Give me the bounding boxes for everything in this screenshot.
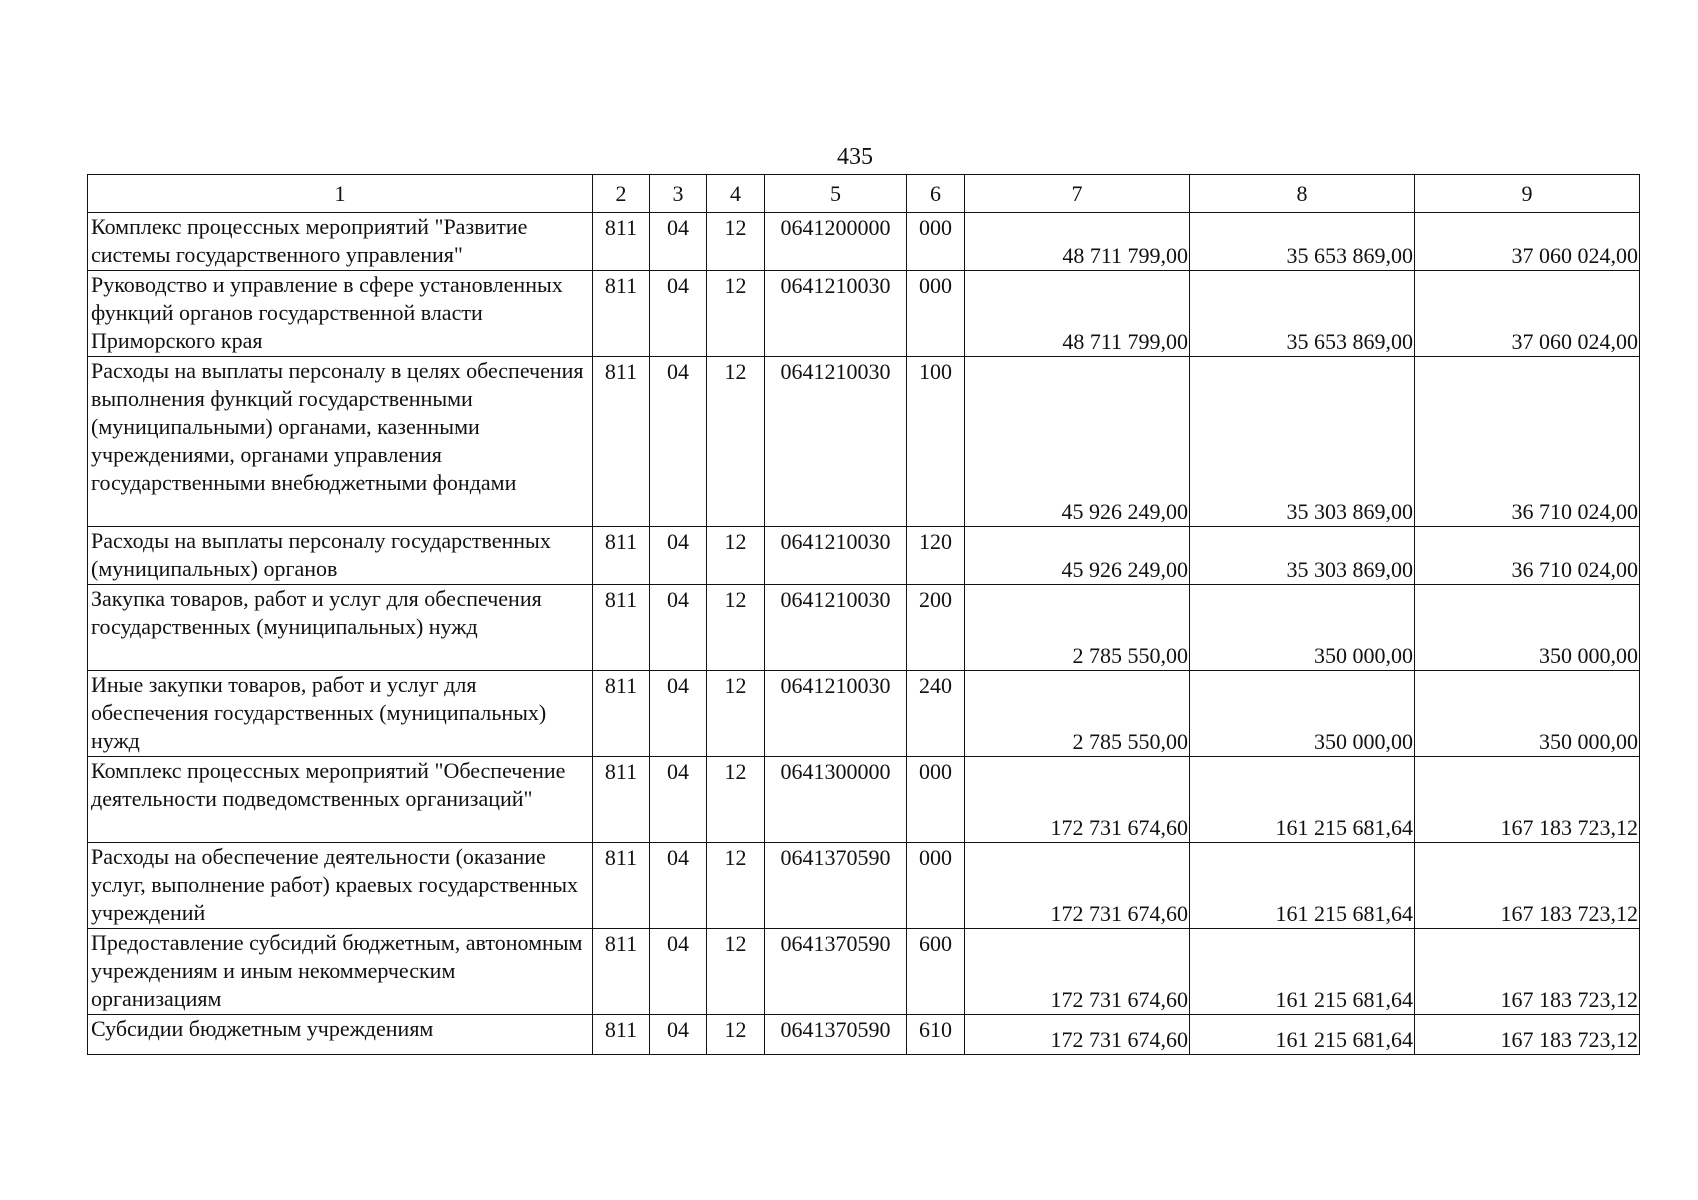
- row-amount-8: 161 215 681,64: [1190, 1015, 1415, 1055]
- row-subsection-code: 12: [707, 585, 765, 671]
- row-amount-7: 172 731 674,60: [965, 757, 1190, 843]
- row-amount-7: 45 926 249,00: [965, 357, 1190, 527]
- row-ministry-code: 811: [593, 527, 650, 585]
- row-amount-8: 161 215 681,64: [1190, 843, 1415, 929]
- header-col-9: 9: [1415, 175, 1640, 213]
- row-section-code: 04: [650, 213, 707, 271]
- row-subsection-code: 12: [707, 843, 765, 929]
- row-ministry-code: 811: [593, 585, 650, 671]
- row-subsection-code: 12: [707, 1015, 765, 1055]
- row-amount-8: 350 000,00: [1190, 585, 1415, 671]
- table-row: [88, 585, 1640, 671]
- row-amount-9: 350 000,00: [1415, 671, 1640, 757]
- row-section-code: 04: [650, 843, 707, 929]
- row-section-code: 04: [650, 1015, 707, 1055]
- row-expense-type-code: 200: [907, 585, 965, 671]
- row-expense-type-code: 100: [907, 357, 965, 527]
- row-section-code: 04: [650, 929, 707, 1015]
- row-amount-9: 167 183 723,12: [1415, 929, 1640, 1015]
- row-ministry-code: 811: [593, 929, 650, 1015]
- table-row: [88, 357, 1640, 527]
- row-ministry-code: 811: [593, 757, 650, 843]
- row-name: Расходы на обеспечение деятельности (оказание услуг, выполнение работ) краевых государственных учреждений: [88, 843, 593, 929]
- row-amount-7: 48 711 799,00: [965, 213, 1190, 271]
- row-subsection-code: 12: [707, 271, 765, 357]
- row-amount-9: 36 710 024,00: [1415, 527, 1640, 585]
- row-expense-type-code: 000: [907, 757, 965, 843]
- row-ministry-code: 811: [593, 213, 650, 271]
- page-number: 435: [837, 144, 873, 170]
- row-amount-8: 35 653 869,00: [1190, 213, 1415, 271]
- row-target-code: 0641210030: [765, 671, 907, 757]
- row-amount-7: 172 731 674,60: [965, 843, 1190, 929]
- row-name: Субсидии бюджетным учреждениям: [88, 1015, 593, 1055]
- row-target-code: 0641370590: [765, 929, 907, 1015]
- row-name: Комплекс процессных мероприятий "Развитие системы государственного управления": [88, 213, 593, 271]
- row-expense-type-code: 600: [907, 929, 965, 1015]
- row-amount-7: 172 731 674,60: [965, 929, 1190, 1015]
- row-ministry-code: 811: [593, 1015, 650, 1055]
- row-target-code: 0641210030: [765, 585, 907, 671]
- table-row: [88, 213, 1640, 271]
- row-target-code: 0641210030: [765, 271, 907, 357]
- row-amount-8: 35 303 869,00: [1190, 527, 1415, 585]
- row-section-code: 04: [650, 527, 707, 585]
- row-section-code: 04: [650, 357, 707, 527]
- table-row: [88, 671, 1640, 757]
- table-row: [88, 1015, 1640, 1055]
- row-amount-8: 161 215 681,64: [1190, 929, 1415, 1015]
- row-ministry-code: 811: [593, 357, 650, 527]
- row-subsection-code: 12: [707, 671, 765, 757]
- row-amount-8: 35 653 869,00: [1190, 271, 1415, 357]
- row-target-code: 0641370590: [765, 843, 907, 929]
- row-amount-9: 167 183 723,12: [1415, 843, 1640, 929]
- row-subsection-code: 12: [707, 929, 765, 1015]
- row-subsection-code: 12: [707, 213, 765, 271]
- row-subsection-code: 12: [707, 527, 765, 585]
- row-target-code: 0641200000: [765, 213, 907, 271]
- header-col-3: 3: [650, 175, 707, 213]
- row-expense-type-code: 120: [907, 527, 965, 585]
- row-section-code: 04: [650, 585, 707, 671]
- row-expense-type-code: 000: [907, 213, 965, 271]
- row-section-code: 04: [650, 671, 707, 757]
- row-name: Комплекс процессных мероприятий "Обеспечение деятельности подведомственных организаций": [88, 757, 593, 843]
- row-expense-type-code: 000: [907, 843, 965, 929]
- row-amount-7: 2 785 550,00: [965, 671, 1190, 757]
- row-amount-9: 37 060 024,00: [1415, 271, 1640, 357]
- row-name: Иные закупки товаров, работ и услуг для обеспечения государственных (муниципальных) нужд: [88, 671, 593, 757]
- table-row: [88, 929, 1640, 1015]
- row-amount-9: 36 710 024,00: [1415, 357, 1640, 527]
- table-row: [88, 271, 1640, 357]
- row-amount-8: 350 000,00: [1190, 671, 1415, 757]
- row-target-code: 0641210030: [765, 357, 907, 527]
- row-ministry-code: 811: [593, 843, 650, 929]
- row-amount-7: 45 926 249,00: [965, 527, 1190, 585]
- row-amount-9: 167 183 723,12: [1415, 1015, 1640, 1055]
- row-target-code: 0641210030: [765, 527, 907, 585]
- header-col-4: 4: [707, 175, 765, 213]
- row-amount-9: 350 000,00: [1415, 585, 1640, 671]
- row-expense-type-code: 240: [907, 671, 965, 757]
- table-row: [88, 757, 1640, 843]
- table-row: [88, 843, 1640, 929]
- row-target-code: 0641300000: [765, 757, 907, 843]
- table-row: [88, 527, 1640, 585]
- header-col-8: 8: [1190, 175, 1415, 213]
- row-section-code: 04: [650, 271, 707, 357]
- table-header-row: [88, 175, 1640, 213]
- row-amount-9: 167 183 723,12: [1415, 757, 1640, 843]
- row-amount-7: 2 785 550,00: [965, 585, 1190, 671]
- row-amount-7: 48 711 799,00: [965, 271, 1190, 357]
- row-ministry-code: 811: [593, 271, 650, 357]
- row-expense-type-code: 000: [907, 271, 965, 357]
- row-name: Расходы на выплаты персоналу в целях обеспечения выполнения функций государственными (муниципальными) органами, казенными учреждениями, органами управления государственными внебюджетными фондами: [88, 357, 593, 527]
- row-amount-8: 161 215 681,64: [1190, 757, 1415, 843]
- row-name: Предоставление субсидий бюджетным, автономным учреждениям и иным некоммерческим организациям: [88, 929, 593, 1015]
- row-amount-9: 37 060 024,00: [1415, 213, 1640, 271]
- row-name: Руководство и управление в сфере установленных функций органов государственной власти Приморского края: [88, 271, 593, 357]
- row-subsection-code: 12: [707, 357, 765, 527]
- budget-table: [87, 174, 1640, 1055]
- row-target-code: 0641370590: [765, 1015, 907, 1055]
- row-section-code: 04: [650, 757, 707, 843]
- header-col-7: 7: [965, 175, 1190, 213]
- row-amount-7: 172 731 674,60: [965, 1015, 1190, 1055]
- row-ministry-code: 811: [593, 671, 650, 757]
- row-expense-type-code: 610: [907, 1015, 965, 1055]
- row-name: Расходы на выплаты персоналу государственных (муниципальных) органов: [88, 527, 593, 585]
- header-col-2: 2: [593, 175, 650, 213]
- header-col-5: 5: [765, 175, 907, 213]
- row-name: Закупка товаров, работ и услуг для обеспечения государственных (муниципальных) нужд: [88, 585, 593, 671]
- row-subsection-code: 12: [707, 757, 765, 843]
- row-amount-8: 35 303 869,00: [1190, 357, 1415, 527]
- header-col-1: 1: [88, 175, 593, 213]
- header-col-6: 6: [907, 175, 965, 213]
